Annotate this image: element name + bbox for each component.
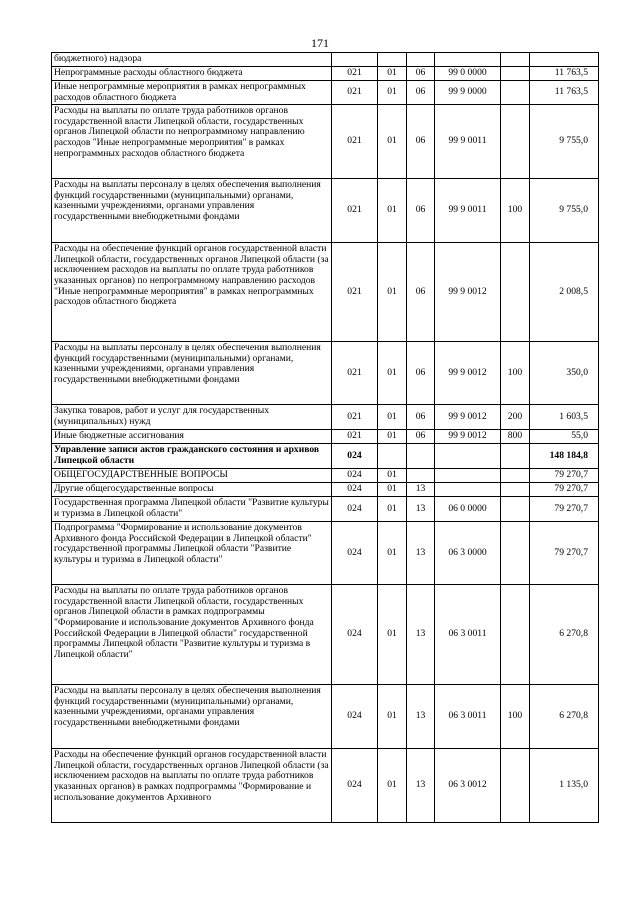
row-gr-cell: 021 (332, 67, 378, 81)
row-sum-cell: 11 763,5 (530, 81, 599, 105)
row-sum-cell: 6 270,8 (530, 585, 599, 685)
row-pr-cell: 06 (407, 81, 435, 105)
row-vr-cell: 200 (501, 405, 530, 430)
row-name-cell: Иные непрограммные мероприятия в рамках непрограммных расходов областного бюджета (52, 81, 332, 105)
row-gr-cell: 021 (332, 179, 378, 243)
row-rz-cell (378, 53, 407, 67)
row-rz-cell: 01 (378, 585, 407, 685)
row-sum-cell: 148 184,8 (530, 444, 599, 469)
row-vr-cell (501, 81, 530, 105)
row-name-cell: Государственная программа Липецкой области "Развитие культуры и туризма в Липецкой области" (52, 497, 332, 522)
row-sum-cell: 79 270,7 (530, 483, 599, 497)
row-csr-cell (435, 469, 501, 483)
row-gr-cell: 024 (332, 483, 378, 497)
row-rz-cell: 01 (378, 243, 407, 342)
row-name-cell: Расходы на выплаты персоналу в целях обеспечения выполнения функций государственными (муниципальными) органами, казенными учреждениями, органами управления государственными внебюджетными фондами (52, 685, 332, 749)
row-gr-cell: 021 (332, 342, 378, 405)
table-row (52, 81, 599, 105)
row-pr-cell: 13 (407, 749, 435, 823)
row-rz-cell: 01 (378, 405, 407, 430)
row-pr-cell: 13 (407, 497, 435, 522)
row-pr-cell (407, 469, 435, 483)
row-sum-cell: 11 763,5 (530, 67, 599, 81)
row-gr-cell: 021 (332, 243, 378, 342)
table-row (52, 53, 599, 67)
row-sum-cell: 6 270,8 (530, 685, 599, 749)
row-csr-cell (435, 444, 501, 469)
row-pr-cell: 13 (407, 585, 435, 685)
table-row (52, 243, 599, 342)
row-gr-cell: 024 (332, 444, 378, 469)
table-row (52, 497, 599, 522)
row-rz-cell: 01 (378, 105, 407, 179)
table-row (52, 105, 599, 179)
row-sum-cell: 55,0 (530, 430, 599, 444)
row-gr-cell: 021 (332, 430, 378, 444)
row-vr-cell (501, 497, 530, 522)
row-vr-cell: 100 (501, 342, 530, 405)
table-row (52, 444, 599, 469)
row-sum-cell: 9 755,0 (530, 179, 599, 243)
row-gr-cell: 021 (332, 405, 378, 430)
row-vr-cell (501, 53, 530, 67)
row-name-cell: Подпрограмма "Формирование и использование документов Архивного фонда Российской Федерации в Липецкой области" государственной программы Липецкой области "Развитие культуры и туризма в Липецкой области" (52, 522, 332, 585)
row-vr-cell (501, 469, 530, 483)
row-sum-cell (530, 53, 599, 67)
row-name-cell: Закупка товаров, работ и услуг для государственных (муниципальных) нужд (52, 405, 332, 430)
row-vr-cell: 100 (501, 685, 530, 749)
row-vr-cell (501, 105, 530, 179)
row-gr-cell: 024 (332, 749, 378, 823)
row-rz-cell: 01 (378, 749, 407, 823)
row-pr-cell: 06 (407, 179, 435, 243)
row-gr-cell: 024 (332, 685, 378, 749)
row-rz-cell: 01 (378, 497, 407, 522)
row-gr-cell (332, 53, 378, 67)
row-rz-cell (378, 444, 407, 469)
row-rz-cell: 01 (378, 469, 407, 483)
row-csr-cell: 06 3 0011 (435, 685, 501, 749)
row-sum-cell: 1 135,0 (530, 749, 599, 823)
row-name-cell: бюджетного) надзора (52, 53, 332, 67)
table-row (52, 522, 599, 585)
row-csr-cell: 06 3 0012 (435, 749, 501, 823)
row-pr-cell: 06 (407, 430, 435, 444)
row-sum-cell: 2 008,5 (530, 243, 599, 342)
table-row (52, 469, 599, 483)
row-vr-cell (501, 67, 530, 81)
row-vr-cell (501, 585, 530, 685)
row-csr-cell: 06 3 0000 (435, 522, 501, 585)
row-name-cell: Расходы на выплаты по оплате труда работников органов государственной власти Липецкой области, государственных органов Липецкой области в рамках подпрограммы "Формирование и использование документов Архивного фонда Российской Федерации в Липецкой области" государственной программы Липецкой области "Развитие культуры и туризма в Липецкой области" (52, 585, 332, 685)
row-name-cell: Расходы на обеспечение функций органов государственной власти Липецкой области, государственных органов Липецкой области (за исключением расходов на выплаты по оплате труда работников указанных органов) в рамках подпрограммы "Формирование и использование документов Архивного (52, 749, 332, 823)
row-csr-cell: 99 9 0011 (435, 105, 501, 179)
row-name-cell: Непрограммные расходы областного бюджета (52, 67, 332, 81)
row-name-cell: ОБЩЕГОСУДАРСТВЕННЫЕ ВОПРОСЫ (52, 469, 332, 483)
table-row (52, 67, 599, 81)
row-rz-cell: 01 (378, 81, 407, 105)
row-vr-cell (501, 749, 530, 823)
row-csr-cell: 99 9 0012 (435, 243, 501, 342)
row-csr-cell: 99 9 0000 (435, 81, 501, 105)
row-csr-cell: 06 3 0011 (435, 585, 501, 685)
row-pr-cell: 06 (407, 243, 435, 342)
row-pr-cell (407, 53, 435, 67)
row-csr-cell: 99 9 0012 (435, 430, 501, 444)
row-gr-cell: 024 (332, 585, 378, 685)
row-pr-cell (407, 444, 435, 469)
row-pr-cell: 13 (407, 522, 435, 585)
row-gr-cell: 024 (332, 497, 378, 522)
table-row (52, 685, 599, 749)
table-row (52, 483, 599, 497)
row-gr-cell: 021 (332, 81, 378, 105)
row-name-cell: Расходы на выплаты персоналу в целях обеспечения выполнения функций государственными (муниципальными) органами, казенными учреждениями, органами управления государственными внебюджетными фондами (52, 342, 332, 405)
row-csr-cell (435, 483, 501, 497)
row-pr-cell: 13 (407, 685, 435, 749)
row-pr-cell: 06 (407, 67, 435, 81)
row-vr-cell (501, 243, 530, 342)
row-vr-cell: 100 (501, 179, 530, 243)
row-pr-cell: 06 (407, 342, 435, 405)
row-csr-cell: 99 0 0000 (435, 67, 501, 81)
row-gr-cell: 024 (332, 522, 378, 585)
row-csr-cell: 99 9 0012 (435, 342, 501, 405)
row-pr-cell: 13 (407, 483, 435, 497)
row-csr-cell (435, 53, 501, 67)
table-row (52, 342, 599, 405)
row-sum-cell: 350,0 (530, 342, 599, 405)
row-sum-cell: 79 270,7 (530, 469, 599, 483)
row-vr-cell (501, 522, 530, 585)
table-row (52, 585, 599, 685)
row-name-cell: Иные бюджетные ассигнования (52, 430, 332, 444)
row-rz-cell: 01 (378, 342, 407, 405)
row-pr-cell: 06 (407, 405, 435, 430)
row-csr-cell: 06 0 0000 (435, 497, 501, 522)
page-number: 171 (311, 36, 329, 50)
row-sum-cell: 1 603,5 (530, 405, 599, 430)
row-pr-cell: 06 (407, 105, 435, 179)
row-sum-cell: 79 270,7 (530, 497, 599, 522)
row-rz-cell: 01 (378, 685, 407, 749)
budget-table (51, 52, 599, 823)
table-row (52, 749, 599, 823)
row-csr-cell: 99 9 0011 (435, 179, 501, 243)
table-row (52, 179, 599, 243)
row-vr-cell (501, 483, 530, 497)
row-name-cell: Расходы на выплаты по оплате труда работников органов государственной власти Липецкой области, государственных органов Липецкой области по непрограммному направлению расходов "Иные непрограммные мероприятия" в рамках непрограммных расходов областного бюджета (52, 105, 332, 179)
row-sum-cell: 79 270,7 (530, 522, 599, 585)
row-name-cell: Управление записи актов гражданского состояния и архивов Липецкой области (52, 444, 332, 469)
row-name-cell: Расходы на обеспечение функций органов государственной власти Липецкой области, государственных органов Липецкой области (за исключением расходов на выплаты по оплате труда работников указанных органов) по непрограммному направлению расходов "Иные непрограммные мероприятия" в рамках непрограммных расходов областного бюджета (52, 243, 332, 342)
row-vr-cell: 800 (501, 430, 530, 444)
table-row (52, 430, 599, 444)
row-name-cell: Расходы на выплаты персоналу в целях обеспечения выполнения функций государственными (муниципальными) органами, казенными учреждениями, органами управления государственными внебюджетными фондами (52, 179, 332, 243)
row-vr-cell (501, 444, 530, 469)
row-sum-cell: 9 755,0 (530, 105, 599, 179)
row-rz-cell: 01 (378, 522, 407, 585)
row-gr-cell: 024 (332, 469, 378, 483)
table-row (52, 405, 599, 430)
row-rz-cell: 01 (378, 430, 407, 444)
row-csr-cell: 99 9 0012 (435, 405, 501, 430)
row-name-cell: Другие общегосударственные вопросы (52, 483, 332, 497)
row-rz-cell: 01 (378, 67, 407, 81)
row-gr-cell: 021 (332, 105, 378, 179)
row-rz-cell: 01 (378, 179, 407, 243)
row-rz-cell: 01 (378, 483, 407, 497)
